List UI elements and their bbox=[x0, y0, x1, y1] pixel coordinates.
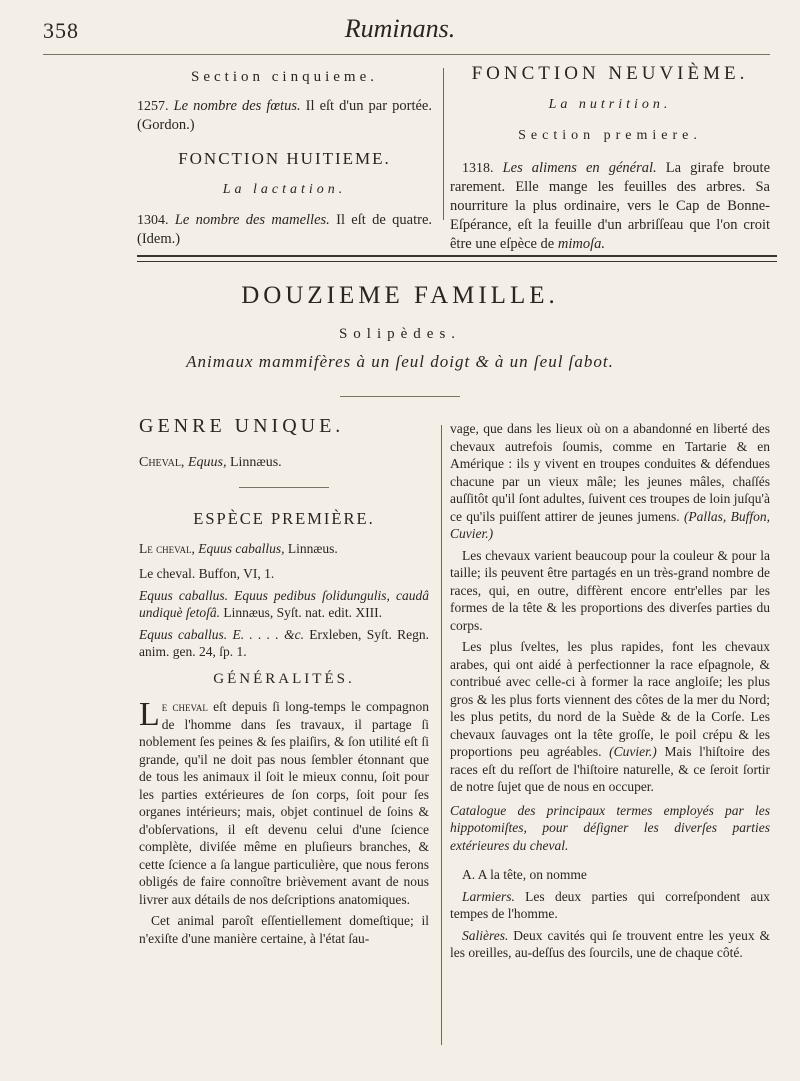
paragraph-number: 1304. bbox=[137, 213, 169, 228]
genre-heading: GENRE UNIQUE. bbox=[139, 415, 345, 437]
function-heading: FONCTION NEUVIÈME. bbox=[471, 63, 749, 84]
top-left-column bbox=[137, 64, 432, 253]
term-name: Larmiers. bbox=[462, 888, 515, 904]
function-heading: FONCTION HUITIEME. bbox=[178, 149, 391, 168]
species-line bbox=[139, 540, 429, 558]
species-latin: Equus caballus, bbox=[198, 540, 285, 556]
genus-author: Linnæus. bbox=[229, 454, 282, 470]
subfunction-heading: La lactation. bbox=[222, 182, 347, 197]
body-text: eſt depuis ſi long-temps le compagnon de l'homme dans ſes travaux, il partage ſi noblement ſes peines & ſes plaiſirs, & ſon utilité eſt ſi grande, qu'il ne doit pas nous ſembler étonnant que de tous les animaux il ſoit le mieux connu, ſoit pour les parties extérieures de ſon corps, ſoit pour ſes organes intérieurs; mais, objet continuel de ſoins & d'obſervations, il eſt devenu celui d'une ſcience complète, diviſée même en pluſieurs branches, & cette ſcience a ſa langue particulière, que nous ferons obligés de faire connoître brièvement avant de nous livrer aux détails de nos deſcriptions anatomiques. bbox=[139, 699, 430, 907]
double-rule bbox=[137, 255, 777, 262]
body-paragraph bbox=[450, 420, 770, 543]
separator-rule bbox=[340, 396, 460, 397]
reference-latin: Equus caballus. E. . . . . &c. bbox=[139, 626, 304, 642]
genus-name: Cheval, bbox=[139, 454, 185, 470]
body-text: Mais l'hiſtoire des races eſt du reſſort de l'hiſtoire naturelle, & ce ſeroit ſortir de notre ſujet que de nous en occuper. bbox=[450, 744, 770, 794]
species-author: Linnæus. bbox=[287, 540, 338, 556]
body-paragraph bbox=[450, 638, 770, 796]
genus-line bbox=[139, 454, 429, 472]
column-divider bbox=[441, 425, 442, 1045]
paragraph-topic: Les alimens en général. bbox=[502, 160, 657, 176]
reference-linnaeus bbox=[139, 587, 429, 622]
body-paragraph: Les chevaux varient beaucoup pour la couleur & pour la taille; ils peuvent être partagés en un très-grand nombre de races, qui, en outre, diffèrent encore entr'elles par les formes de la tête & les proportions des diverſes parties du corps. bbox=[450, 547, 770, 633]
family-description: Animaux mammifères à un ſeul doigt & à un ſeul ſabot. bbox=[186, 352, 614, 371]
separator-rule bbox=[239, 487, 329, 488]
top-right-column bbox=[450, 64, 770, 258]
page-number: 358 bbox=[43, 18, 79, 43]
term-definition: Les deux parties qui correſpondent aux tempes de l'homme. bbox=[450, 888, 770, 921]
term-definition: Deux cavités qui ſe trouvent entre les yeux & les oreilles, au-deſſus des ſourcils, une de chaque côté. bbox=[450, 927, 770, 960]
main-right-column bbox=[450, 420, 770, 966]
term-larmiers bbox=[450, 888, 770, 923]
generalities-heading: GÉNÉRALITÉS. bbox=[213, 670, 355, 687]
paragraph-1318 bbox=[450, 159, 770, 254]
paragraph-1257 bbox=[137, 97, 432, 135]
section-heading: Section cinquieme. bbox=[191, 69, 378, 85]
catalogue-heading: Catalogue des principaux termes employés par les hippotomiſtes, pour déſigner les diverſes parties extérieures du cheval. bbox=[450, 802, 770, 853]
reference-source: Linnæus, Syſt. nat. edit. XIII. bbox=[223, 605, 382, 620]
paragraph-text: Il eſt de quatre. (Idem.) bbox=[137, 212, 432, 247]
lead-in: e cheval bbox=[161, 699, 208, 714]
term-intro: A. A la tête, on nomme bbox=[462, 867, 587, 882]
term-name: Salières. bbox=[462, 927, 509, 943]
reference-source: Erxleben, Syſt. Regn. anim. gen. 24, ſp. 1. bbox=[139, 626, 430, 659]
paragraph-number: 1318. bbox=[462, 161, 494, 176]
column-divider bbox=[443, 68, 444, 220]
paragraph-1304 bbox=[137, 211, 432, 249]
reference-latin: Equus caballus. Equus pedibus ſolidungulis, caudâ undiquè ſetoſâ. bbox=[139, 587, 429, 620]
section-heading: Section premiere. bbox=[518, 128, 702, 143]
species-heading: ESPÈCE PREMIÈRE. bbox=[193, 509, 375, 528]
genus-latin: Equus, bbox=[187, 454, 227, 470]
main-left-column bbox=[139, 415, 430, 951]
species-name: Le cheval, bbox=[139, 540, 195, 556]
paragraph-topic: Le nombre des mamelles. bbox=[174, 212, 330, 228]
paragraph-text: La girafe broute rarement. Elle mange les feuilles des arbres. Sa nourriture la plus ordinaire, vers le Cap de Bonne-Eſpérance, eſt la feuille d'un arbriſſeau que l'on croit être une eſpèce de bbox=[450, 160, 771, 252]
drop-cap: L bbox=[139, 696, 160, 733]
body-text: vage, que dans les lieux où on a abandonné en liberté des chevaux autrefois ſoumis, comme en Tartarie & en Amérique : ils y vivent en troupes conduites & défendues chacune par un vieux mâle; les jeunes mâles, chaſſés auſſitôt qu'il ſont adultes, ſuivent ces troupes de loin juſqu'à ce qu'ils puiſſent attirer de jeunes jumens. bbox=[450, 421, 770, 524]
citation: (Cuvier.) bbox=[609, 744, 657, 759]
running-title: Ruminans. bbox=[344, 14, 456, 43]
family-title: DOUZIEME FAMILLE. bbox=[241, 282, 559, 309]
family-subtitle: Solipèdes. bbox=[338, 326, 462, 342]
citation: (Pallas, Buffon, Cuvier.) bbox=[450, 508, 770, 541]
header-rule bbox=[43, 54, 770, 55]
subfunction-heading: La nutrition. bbox=[548, 97, 672, 112]
reference-buffon: Le cheval. Buffon, VI, 1. bbox=[139, 566, 275, 581]
paragraph-topic: Le nombre des fœtus. bbox=[173, 98, 301, 114]
paragraph-term: mimoſa. bbox=[557, 236, 605, 252]
paragraph-number: 1257. bbox=[137, 99, 169, 114]
term-salieres bbox=[450, 927, 770, 962]
paragraph-text: Il eſt d'un par portée. (Gordon.) bbox=[137, 98, 432, 133]
reference-erxleben bbox=[139, 626, 429, 661]
body-paragraph-2: Cet animal paroît eſſentiellement domeſtique; il n'exiſte d'une manière certaine, à l'état ſau- bbox=[139, 913, 429, 946]
body-paragraph bbox=[139, 698, 429, 908]
body-text: Les plus ſveltes, les plus rapides, font les chevaux arabes, qui ont aidé à perfectionner la race eſpagnole, & contribué avec celle-ci à former la race angloiſe; les plus gros & les plus forts viennent des côtes de la mer du Nord; les plus petits, du nord de la Suède & de la Corſe. Les chevaux ſauvages ont la tête groſſe, le poil crépu & les proportions peu agréables. bbox=[450, 639, 770, 759]
